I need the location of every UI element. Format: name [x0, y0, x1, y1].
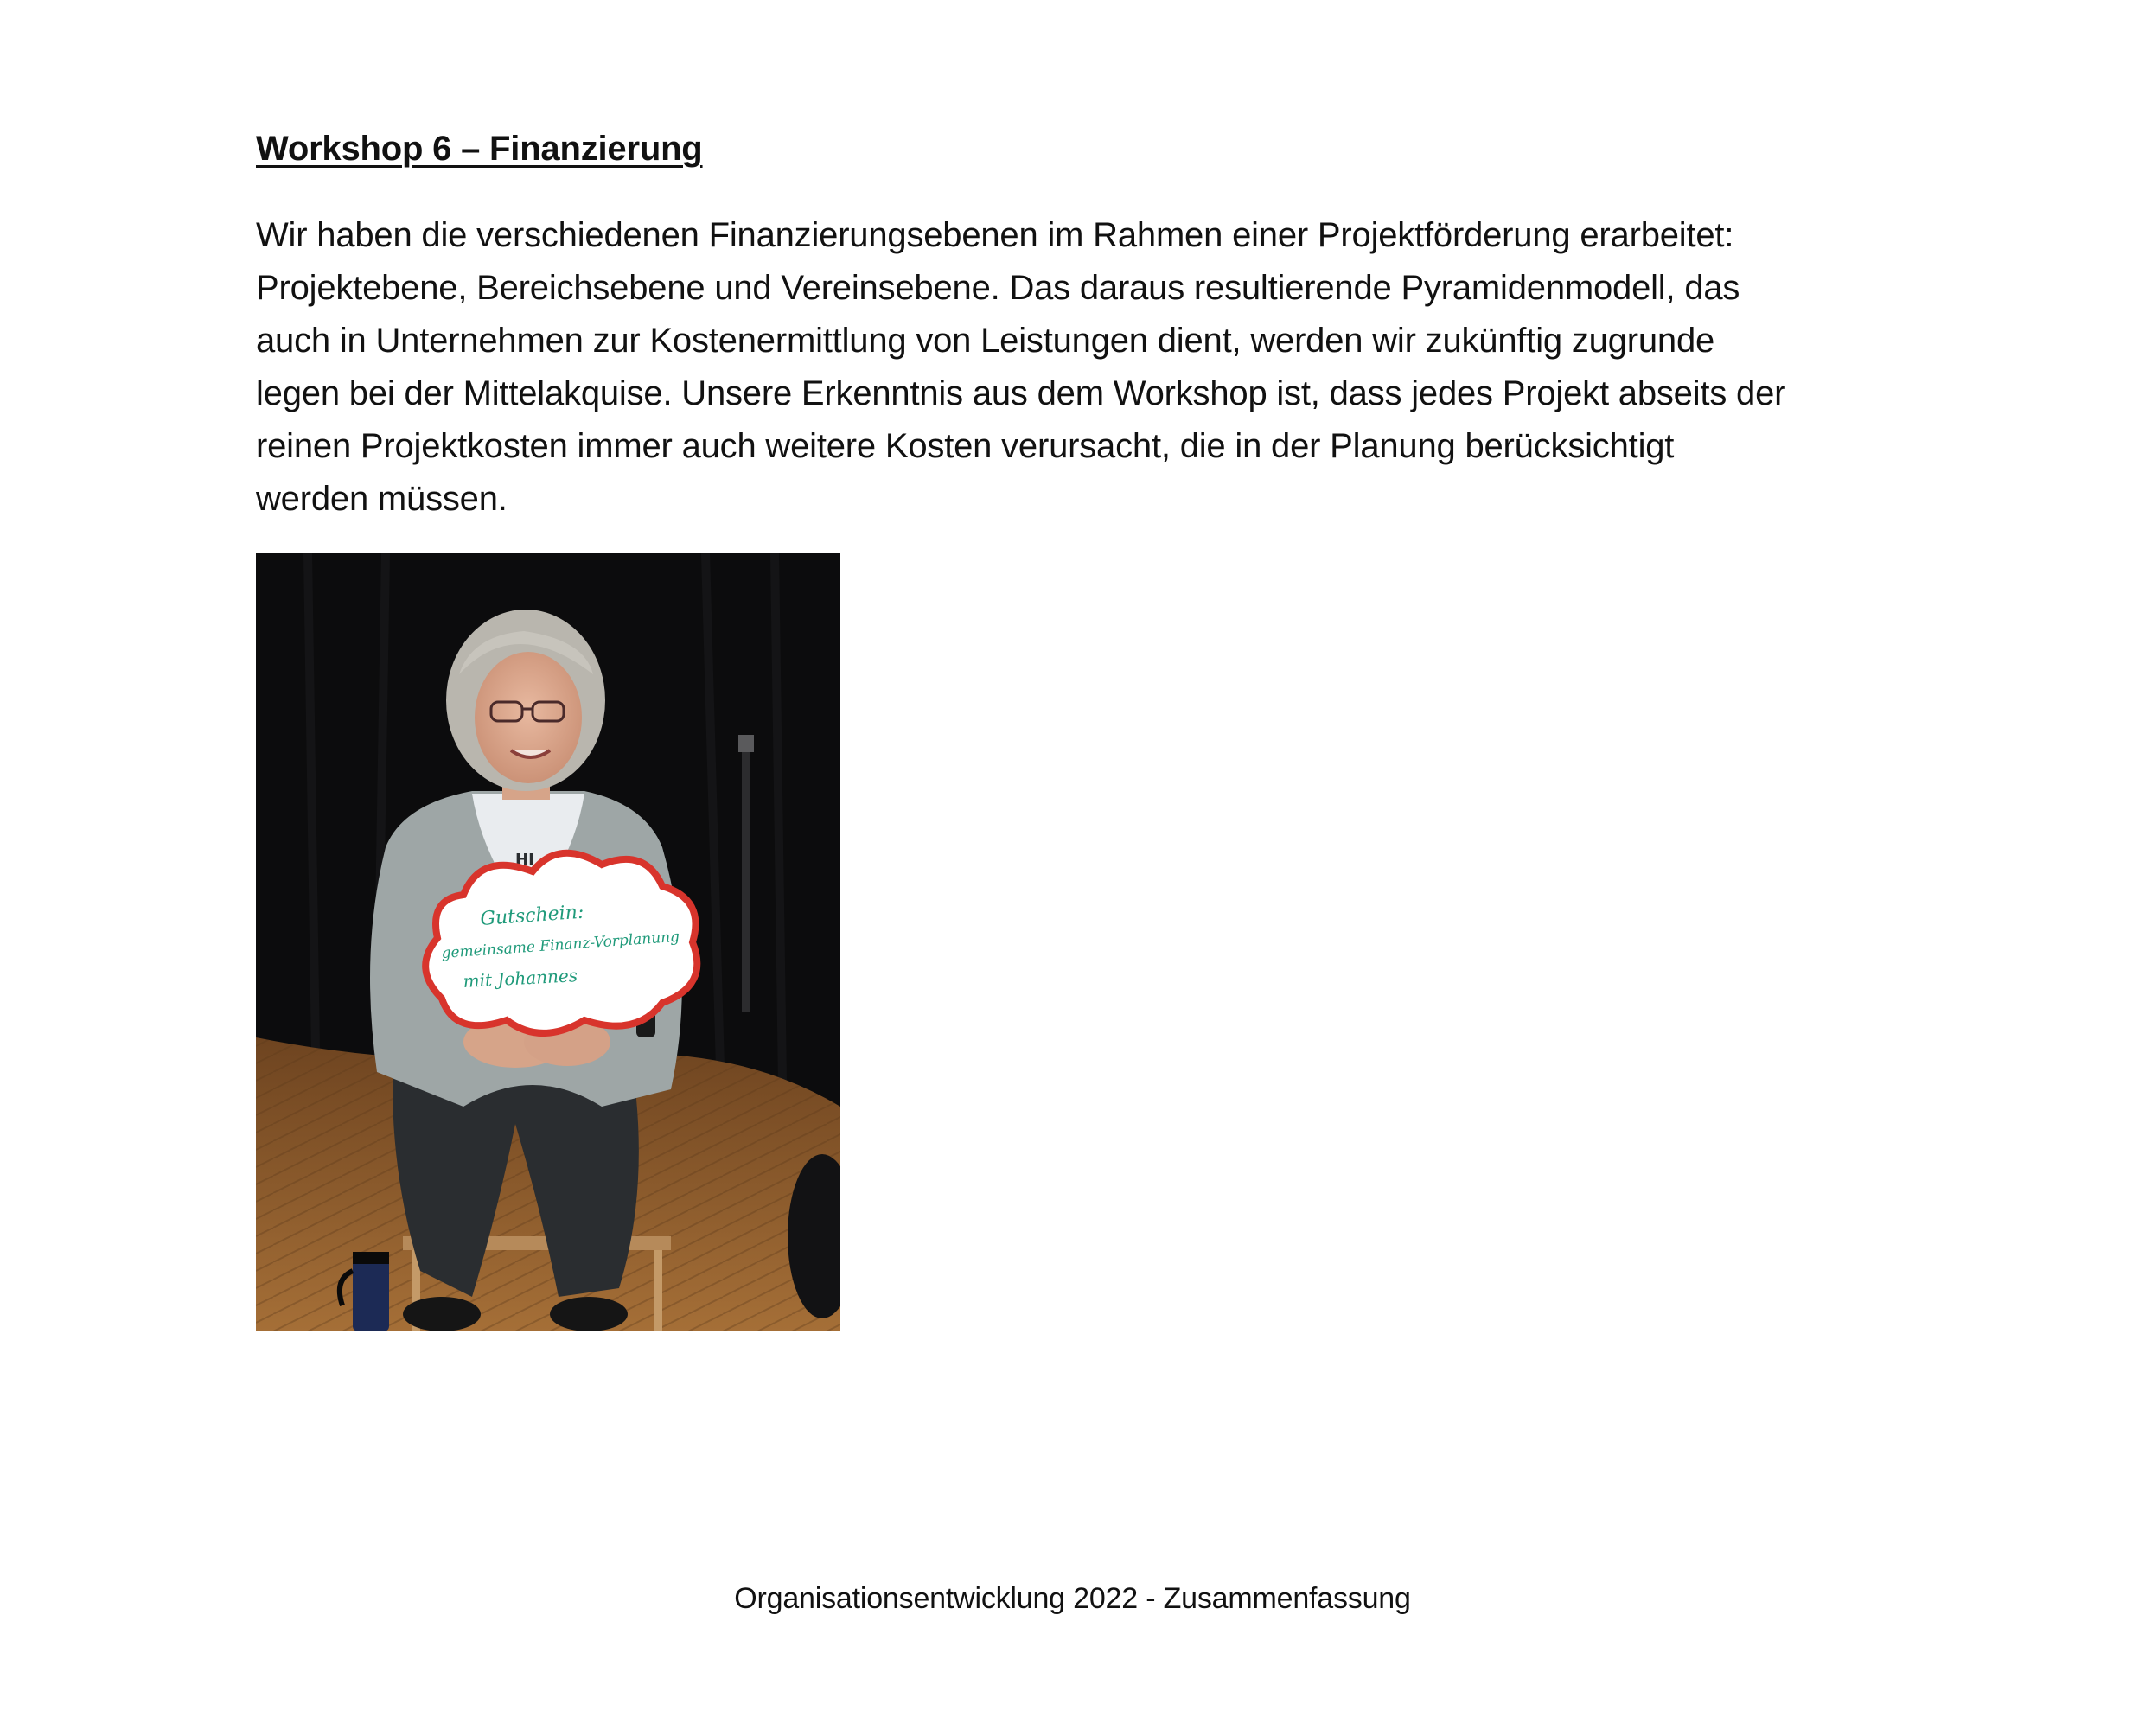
- paragraph-line: Projektebene, Bereichsebene und Vereinsebene. Das daraus resultierende Pyramidenmodell, das: [256, 269, 1740, 307]
- sign-line: gemeinsame Finanz-Vorplanung: [440, 928, 680, 962]
- paragraph-line: Wir haben die verschiedenen Finanzierungsebenen im Rahmen einer Projektförderung erarbeitet:: [256, 216, 1734, 254]
- sign-line: Gutschein:: [479, 901, 585, 930]
- paragraph-line: werden müssen.: [256, 480, 508, 518]
- paragraph-line: auch in Unternehmen zur Kostenermittlung von Leistungen dient, werden wir zukünftig zugrunde: [256, 322, 1715, 360]
- svg-text:HI: HI: [515, 851, 534, 869]
- sign-line: mit Johannes: [463, 965, 578, 992]
- paragraph-line: legen bei der Mittelakquise. Unsere Erkenntnis aus dem Workshop ist, dass jedes Projekt abseits der: [256, 374, 1786, 412]
- section-heading: Workshop 6 – Finanzierung: [256, 130, 703, 168]
- paragraph-line: reinen Projektkosten immer auch weitere Kosten verursacht, die in der Planung berücksichtigt: [256, 427, 1675, 465]
- page-footer: Organisationsentwicklung 2022 - Zusammenfassung: [734, 1582, 1411, 1615]
- workshop-photo: [256, 553, 840, 1331]
- body-paragraph: [256, 209, 1950, 526]
